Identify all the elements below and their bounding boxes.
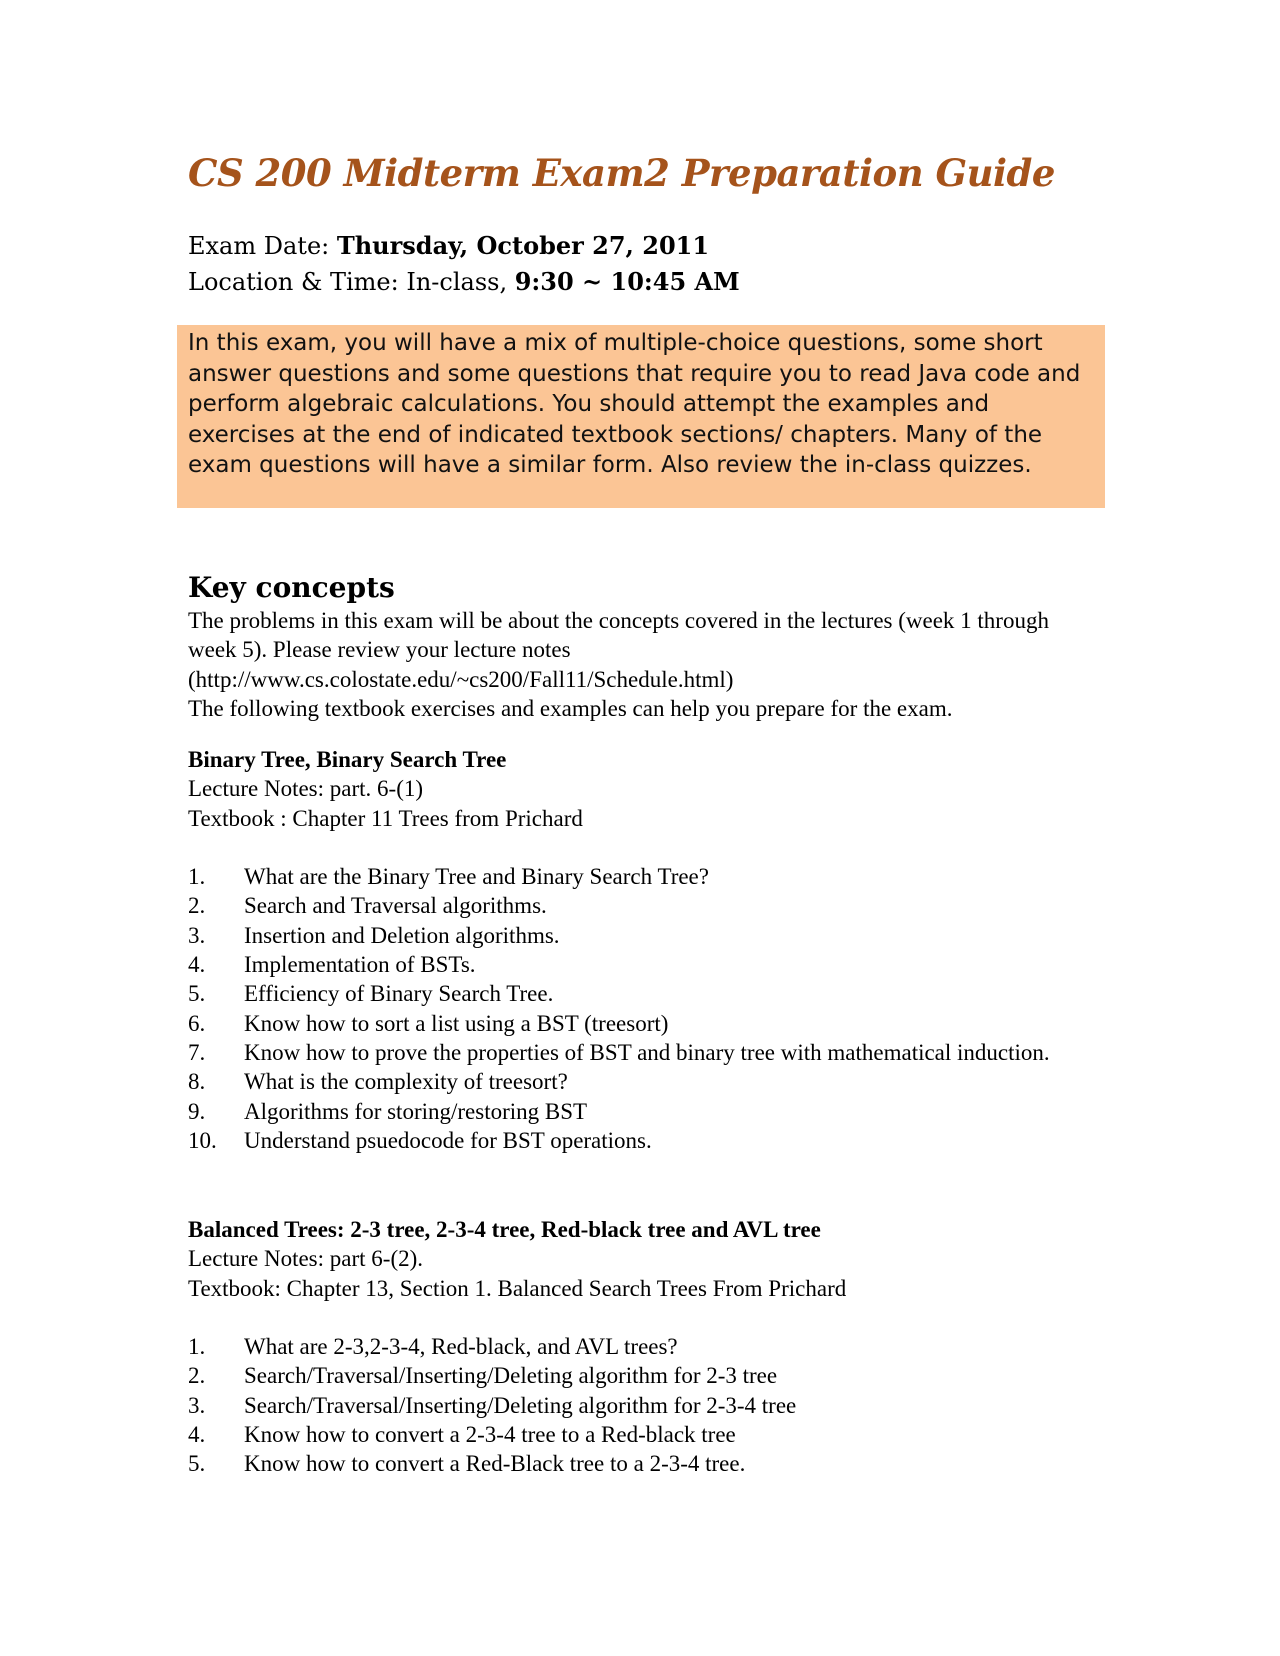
- list-item: [188, 1126, 1088, 1155]
- list-item: [188, 921, 1088, 950]
- page-title: CS 200 Midterm Exam2 Preparation Guide: [188, 151, 1055, 195]
- item-number: 3.: [188, 1392, 206, 1418]
- list-item: [188, 1361, 1088, 1390]
- textbook-ref: Textbook: Chapter 13, Section 1. Balanced Search Trees From Prichard: [188, 1275, 847, 1301]
- item-number: 10.: [188, 1127, 217, 1153]
- section-heading: Binary Tree, Binary Search Tree: [188, 747, 507, 772]
- item-number: 8.: [188, 1069, 206, 1095]
- item-text: Insertion and Deletion algorithms.: [244, 922, 560, 948]
- callout-text: In this exam, you will have a mix of multiple-choice questions, some short answer questions and some questions that require you to read Java code and perform algebraic calculations. You should attempt the examples and exercises at the end of indicated textbook sections/ chapters. Many of the exam questions will have a similar form. Also review the in-class quizzes.: [188, 330, 1081, 478]
- intro-paragraph: The problems in this exam will be about the concepts covered in the lectures (week 1 through week 5). Please review your lecture notes (http://www.cs.colostate.edu/~cs200/Fall11/Schedule.html): [188, 608, 1049, 692]
- list-item: [188, 1009, 1088, 1038]
- exam-date-line: [188, 228, 740, 264]
- topic-list: [188, 1332, 1088, 1478]
- item-number: 3.: [188, 922, 206, 948]
- item-number: 4.: [188, 1422, 206, 1448]
- item-text: Know how to convert a 2-3-4 tree to a Red-black tree: [244, 1422, 736, 1448]
- textbook-ref: Textbook : Chapter 11 Trees from Prichard: [188, 805, 583, 831]
- item-number: 5.: [188, 1451, 206, 1477]
- section-heading: Balanced Trees: 2-3 tree, 2-3-4 tree, Red-black tree and AVL tree: [188, 1217, 821, 1242]
- list-item: [188, 1420, 1088, 1449]
- exam-info: [188, 228, 740, 300]
- item-text: Know how to sort a list using a BST (treesort): [244, 1010, 669, 1036]
- list-item: [188, 1097, 1088, 1126]
- key-concepts-heading: Key concepts: [188, 571, 395, 604]
- item-number: 2.: [188, 893, 206, 919]
- list-item: [188, 979, 1088, 1008]
- item-text: Efficiency of Binary Search Tree.: [244, 981, 554, 1007]
- exam-location-line: [188, 264, 740, 300]
- list-item: [188, 862, 1088, 891]
- intro-paragraph-2: The following textbook exercises and examples can help you prepare for the exam.: [188, 695, 953, 721]
- lecture-notes-ref: Lecture Notes: part. 6-(1): [188, 776, 424, 802]
- list-item: [188, 1067, 1088, 1096]
- list-item: [188, 950, 1088, 979]
- exam-time-value: 9:30 ~ 10:45 AM: [514, 267, 740, 296]
- item-text: Implementation of BSTs.: [244, 952, 476, 978]
- item-number: 6.: [188, 1010, 206, 1036]
- item-text: Search/Traversal/Inserting/Deleting algorithm for 2-3 tree: [244, 1363, 778, 1389]
- item-text: Algorithms for storing/restoring BST: [244, 1098, 588, 1124]
- item-number: 5.: [188, 981, 206, 1007]
- list-item: [188, 1332, 1088, 1361]
- item-number: 2.: [188, 1363, 206, 1389]
- item-text: What are the Binary Tree and Binary Search Tree?: [244, 864, 709, 890]
- item-text: Search and Traversal algorithms.: [244, 893, 547, 919]
- item-number: 1.: [188, 864, 206, 890]
- list-item: [188, 1449, 1088, 1478]
- lecture-notes-ref: Lecture Notes: part 6-(2).: [188, 1246, 424, 1272]
- item-text: Search/Traversal/Inserting/Deleting algorithm for 2-3-4 tree: [244, 1392, 797, 1418]
- item-text: Know how to convert a Red-Black tree to a 2-3-4 tree.: [244, 1451, 746, 1477]
- item-text: Know how to prove the properties of BST and binary tree with mathematical induction.: [244, 1039, 1050, 1065]
- topic-list: [188, 862, 1088, 1155]
- exam-date-value: Thursday, October 27, 2011: [336, 231, 710, 260]
- exam-format-callout: [177, 325, 1105, 508]
- section-balanced-trees: [188, 1215, 1088, 1479]
- item-text: Understand psuedocode for BST operations.: [244, 1127, 652, 1153]
- item-number: 1.: [188, 1334, 206, 1360]
- item-number: 7.: [188, 1039, 206, 1065]
- item-number: 9.: [188, 1098, 206, 1124]
- item-text: What is the complexity of treesort?: [244, 1069, 568, 1095]
- exam-location-label: Location & Time: In-class,: [188, 268, 515, 296]
- exam-date-label: Exam Date:: [188, 232, 337, 260]
- list-item: [188, 891, 1088, 920]
- section-binary-tree: [188, 745, 1088, 1155]
- key-concepts-intro: [188, 606, 1088, 723]
- item-text: What are 2-3,2-3-4, Red-black, and AVL trees?: [244, 1334, 678, 1360]
- list-item: [188, 1391, 1088, 1420]
- list-item: [188, 1038, 1088, 1067]
- item-number: 4.: [188, 952, 206, 978]
